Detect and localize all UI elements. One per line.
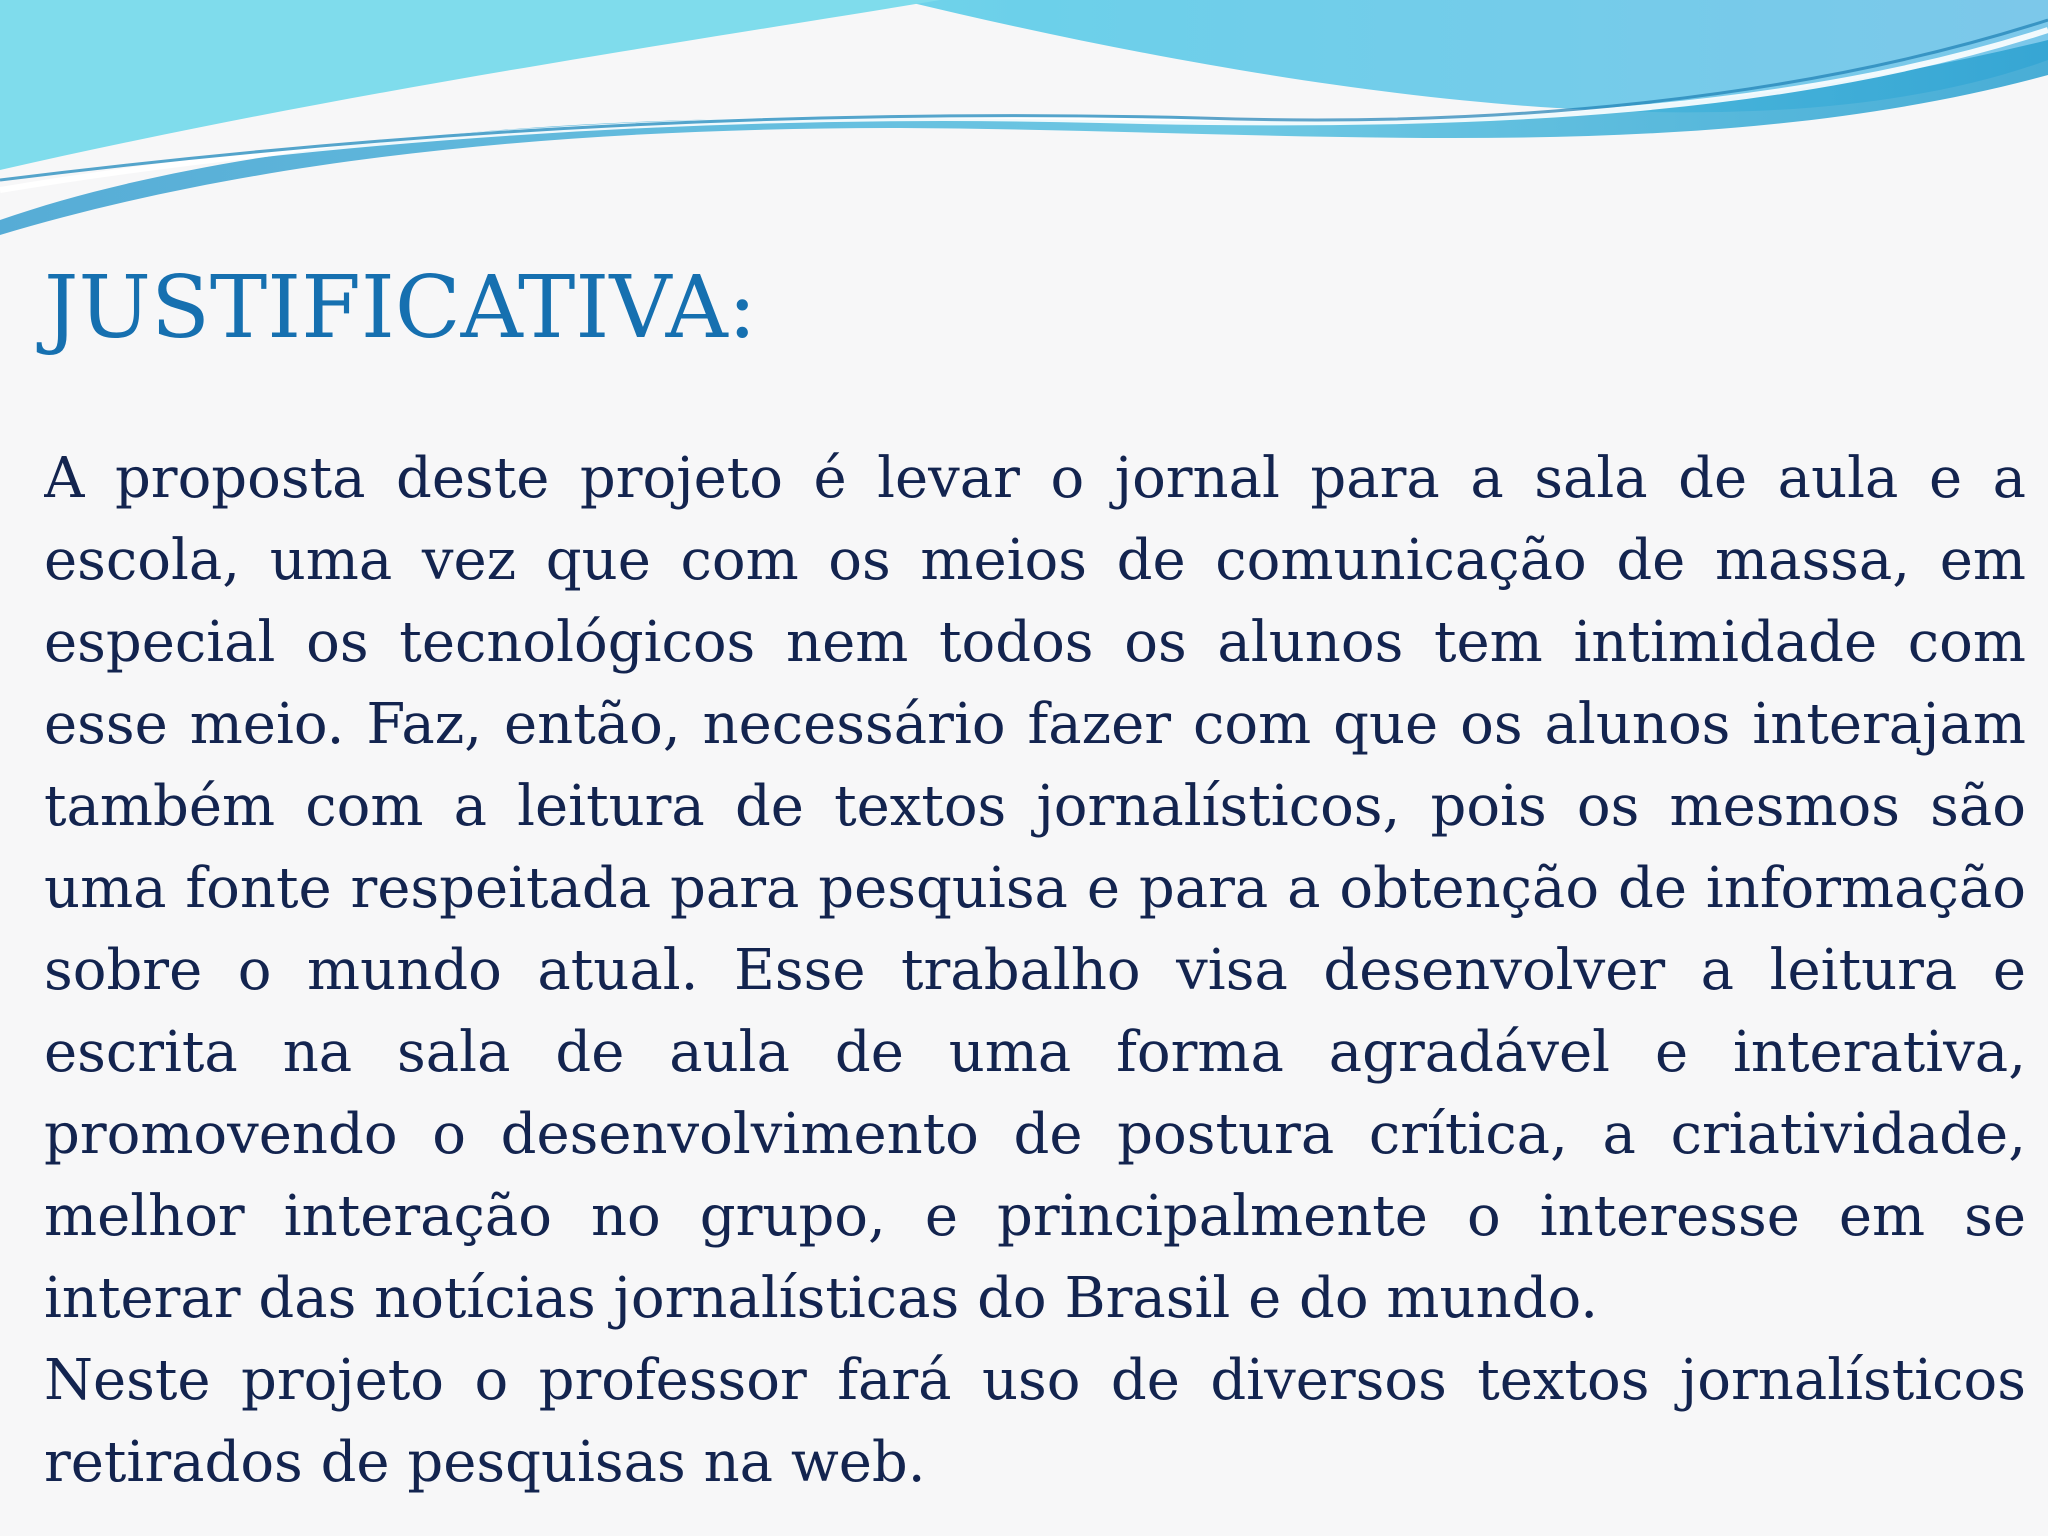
slide-body	[44, 438, 2026, 1536]
body-paragraph: Neste projeto o professor fará uso de diversos textos jornalísticos retirados de pesquisas na web.	[44, 1348, 2026, 1495]
wave-header-decoration	[0, 0, 2048, 240]
body-paragraph: A proposta deste projeto é levar o jornal para a sala de aula e a escola, uma vez que com os meios de comunicação de massa, em especial os tecnológicos nem todos os alunos tem intimidade com esse meio. Faz, então, necessário fazer com que os alunos interajam também com a leitura de textos jornalísticos, pois os mesmos são uma fonte respeitada para pesquisa e para a obtenção de informação sobre o mundo atual. Esse trabalho visa desenvolver a leitura e escrita na sala de aula de uma forma agradável e interativa, promovendo o desenvolvimento de postura crítica, a criatividade, melhor interação no grupo, e principalmente o interesse em se interar das notícias jornalísticas do Brasil e do mundo.	[44, 446, 2026, 1331]
slide-title: JUSTIFICATIVA:	[44, 258, 757, 358]
